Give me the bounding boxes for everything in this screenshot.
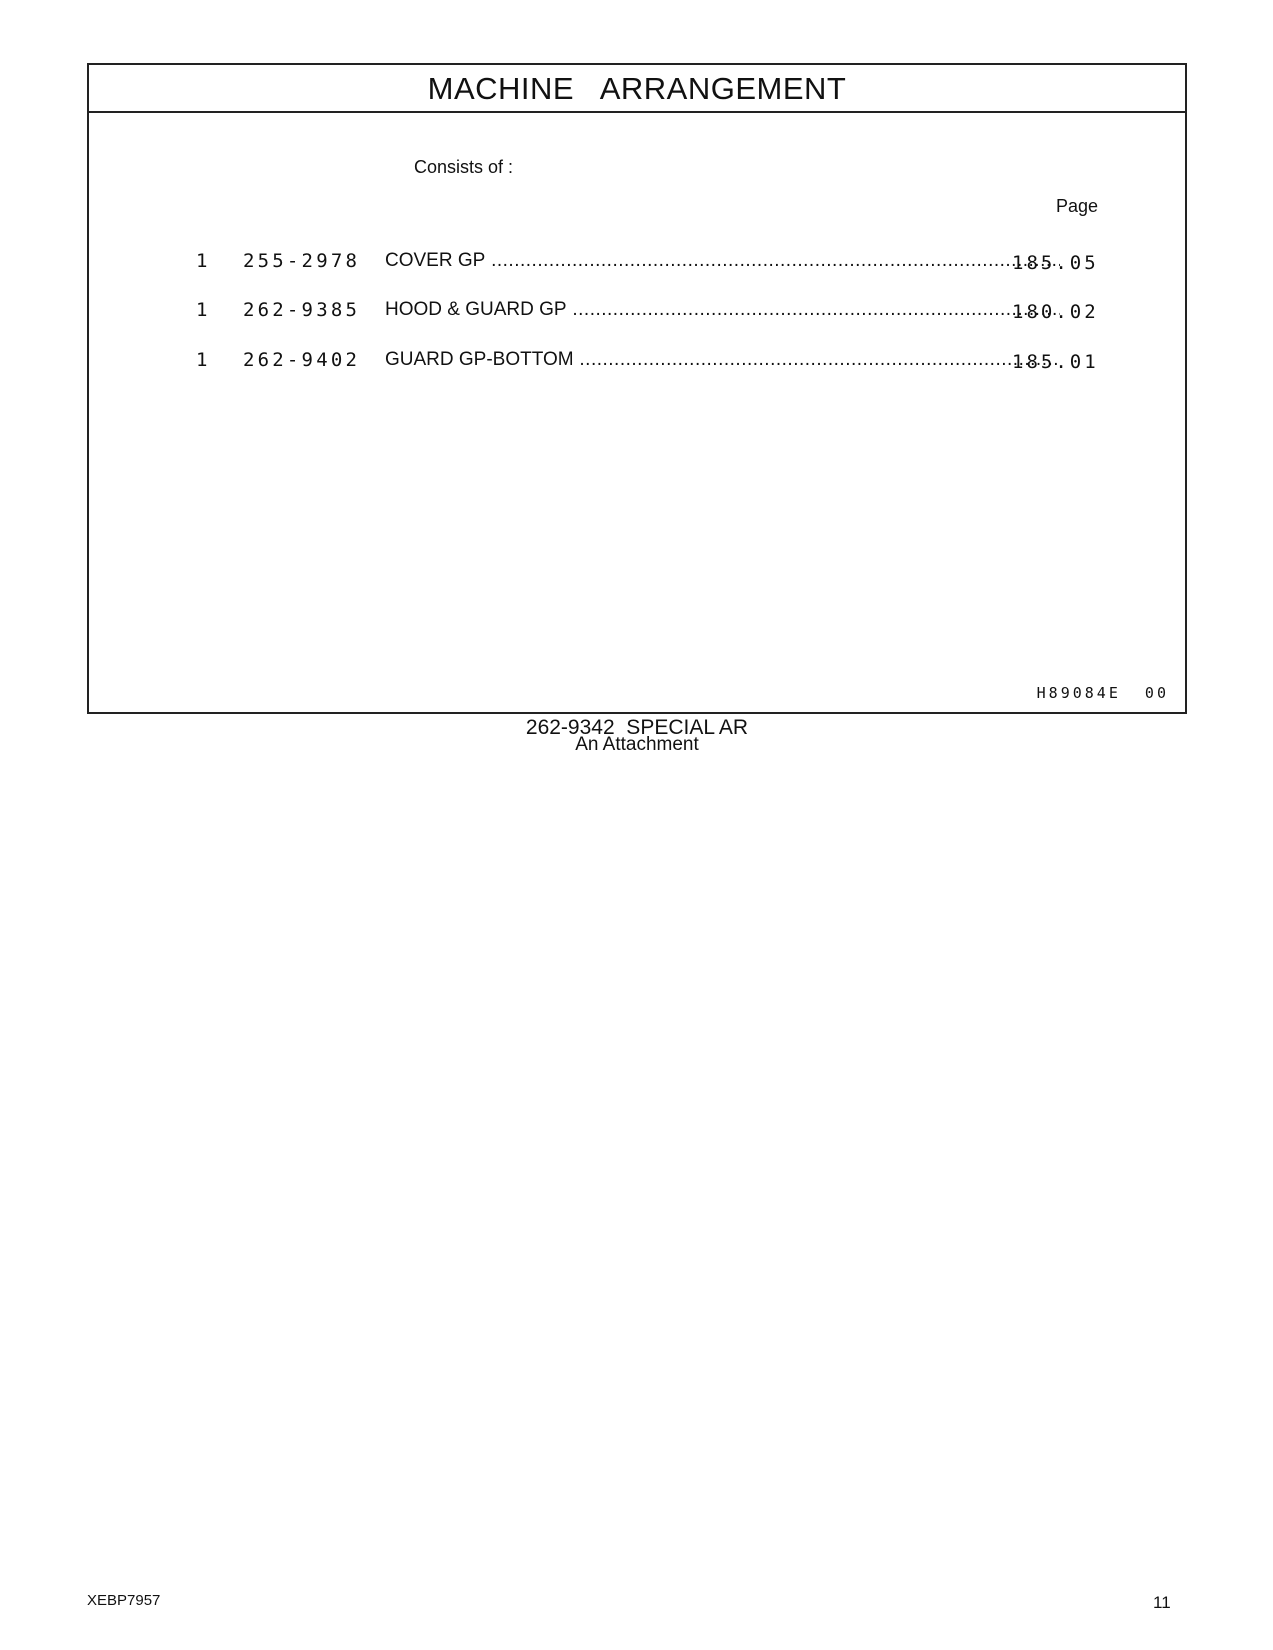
item-part-number[interactable]: 255-2978 (243, 250, 361, 272)
item-page-reference[interactable]: 185.01 (1012, 351, 1099, 373)
item-quantity: 1 (196, 250, 208, 272)
item-part-number[interactable]: 262-9402 (243, 349, 361, 371)
item-description: COVER GP ..... (385, 250, 1060, 272)
illustration-code: H89084E 00 (1036, 684, 1169, 702)
page-column-label: Page (1055, 196, 1098, 216)
item-description: HOOD & GUARD GP ..... (385, 299, 1060, 321)
list-item (89, 349, 1185, 379)
page-number: 11 (1153, 1593, 1171, 1612)
item-quantity: 1 (196, 299, 208, 321)
arrangement-caption: 262-9342 SPECIAL AR (525, 716, 749, 739)
item-quantity: 1 (196, 349, 208, 371)
arrangement-frame (87, 63, 1187, 714)
consists-of-label: Consists of : (414, 157, 514, 177)
arrangement-subcaption: An Attachment (575, 734, 699, 755)
list-item (89, 299, 1185, 329)
item-page-reference[interactable]: 180.02 (1012, 301, 1099, 323)
item-part-number[interactable]: 262-9385 (243, 299, 361, 321)
item-page-reference[interactable]: 185.05 (1012, 252, 1099, 274)
item-description: GUARD GP-BOTTOM ..... (385, 349, 1060, 371)
page-title: MACHINE ARRANGEMENT (89, 65, 1185, 113)
document-number: XEBP7957 (87, 1592, 161, 1609)
list-item (89, 250, 1185, 280)
